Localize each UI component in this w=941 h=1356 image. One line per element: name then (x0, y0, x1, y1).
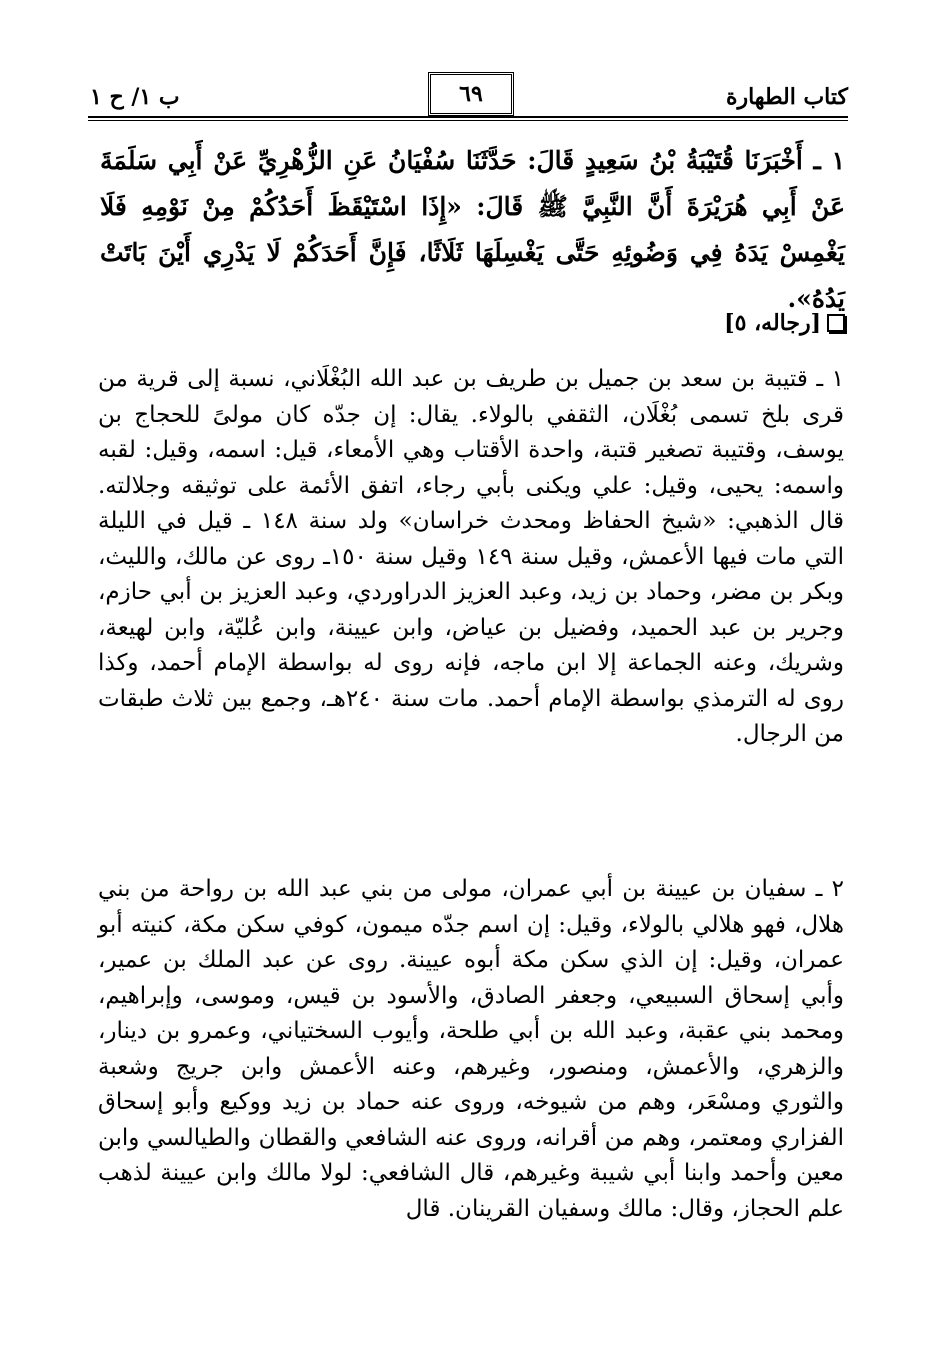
rijal-heading-label: [رجاله، ٥] (724, 310, 821, 336)
narrator-paragraph-2: ٢ ـ سفيان بن عيينة بن أبي عمران، مولى من بني عبد الله بن رواحة من بني هلال، فهو هلالي بالولاء، وقيل: إن اسم جدّه ميمون، كوفي سكن مكة، كنيته أبو عمران، وقيل: إن الذي سكن مكة أبوه عيينة. روى عن عبد الملك بن عمير، وأبي إسحاق السبيعي، وجعفر الصادق، والأسود بن قيس، وموسى، وإبراهيم، ومحمد بني عقبة، وعبد الله بن أبي طلحة، وأيوب السختياني، وعمرو بن دينار، والزهري، والأعمش، ومنصور، وغيرهم، وعنه الأعمش وابن جريج وشعبة والثوري ومسْعَر، وهم من شيوخه، وروى عنه حماد بن زيد ووكيع وأبو إسحاق الفزاري ومعتمر، وهم من أقرانه، وروى عنه الشافعي والقطان والطيالسي وابن معين وأحمد وابنا أبي شيبة وغيرهم، قال الشافعي: لولا مالك وابن عيينة لذهب علم الحجاز، وقال: مالك وسفيان القرينان. قال (98, 876, 844, 1222)
rijal-heading (724, 310, 845, 336)
page-header (88, 72, 848, 118)
book-title: كتاب الطهارة (725, 84, 848, 110)
narrator-paragraph-1: ١ ـ قتيبة بن سعد بن جميل بن طريف بن عبد الله البُغْلَاني، نسبة إلى قرية من قرى بلخ تسمى بُغْلَان، الثقفي بالولاء. يقال: إن جدّه كان مولىً للحجاج بن يوسف، وقتيبة تصغير قتبة، واحدة الأقتاب وهي الأمعاء، قيل: اسمه، وقيل: لقبه واسمه: يحيى، وقيل: علي ويكنى بأبي رجاء، اتفق الأئمة على توثيقه وجلالته. قال الذهبي: «شيخ الحفاظ ومحدث خراسان» ولد سنة ١٤٨ ـ قيل في الليلة التي مات فيها الأعمش، وقيل سنة ١٤٩ وقيل سنة ١٥٠ـ روى عن مالك، والليث، وبكر بن مضر، وحماد بن زيد، وعبد العزيز الدراوردي، وعبد العزيز بن أبي حازم، وجرير بن عبد الحميد، وفضيل بن عياض، وابن عيينة، وابن عُليّة، وابن لهيعة، وشريك، وعنه الجماعة إلا ابن ماجه، فإنه روى له بواسطة الإمام أحمد، وكذا روى له الترمذي بواسطة الإمام أحمد. مات سنة ٢٤٠هـ، وجمع بين ثلاث طبقات من الرجال. (98, 366, 844, 747)
hadith-text: ١ ـ أَخْبَرَنَا قُتَيْبَةُ بْنُ سَعِيدٍ قَالَ: حَدَّثَنَا سُفْيَانُ عَنِ الزُّهْرِيِّ عَنْ أَبِي سَلَمَةَ عَنْ أَبِي هُرَيْرَةَ أَنَّ النَّبِيَّ ﷺ قَالَ: «إِذَا اسْتَيْقَظَ أَحَدُكُمْ مِنْ نَوْمِهِ فَلَا يَغْمِسْ يَدَهُ فِي وَضُوئِهِ حَتَّى يَغْسِلَهَا ثَلَاثًا، فَإِنَّ أَحَدَكُمْ لَا يَدْرِي أَيْنَ بَاتَتْ يَدُهُ». (100, 146, 845, 313)
header-rule (88, 116, 848, 121)
square-bullet-icon (827, 314, 845, 332)
page-number: ٦٩ (428, 72, 514, 116)
hadith-reference: ب ١/ ح ١ (90, 84, 180, 110)
